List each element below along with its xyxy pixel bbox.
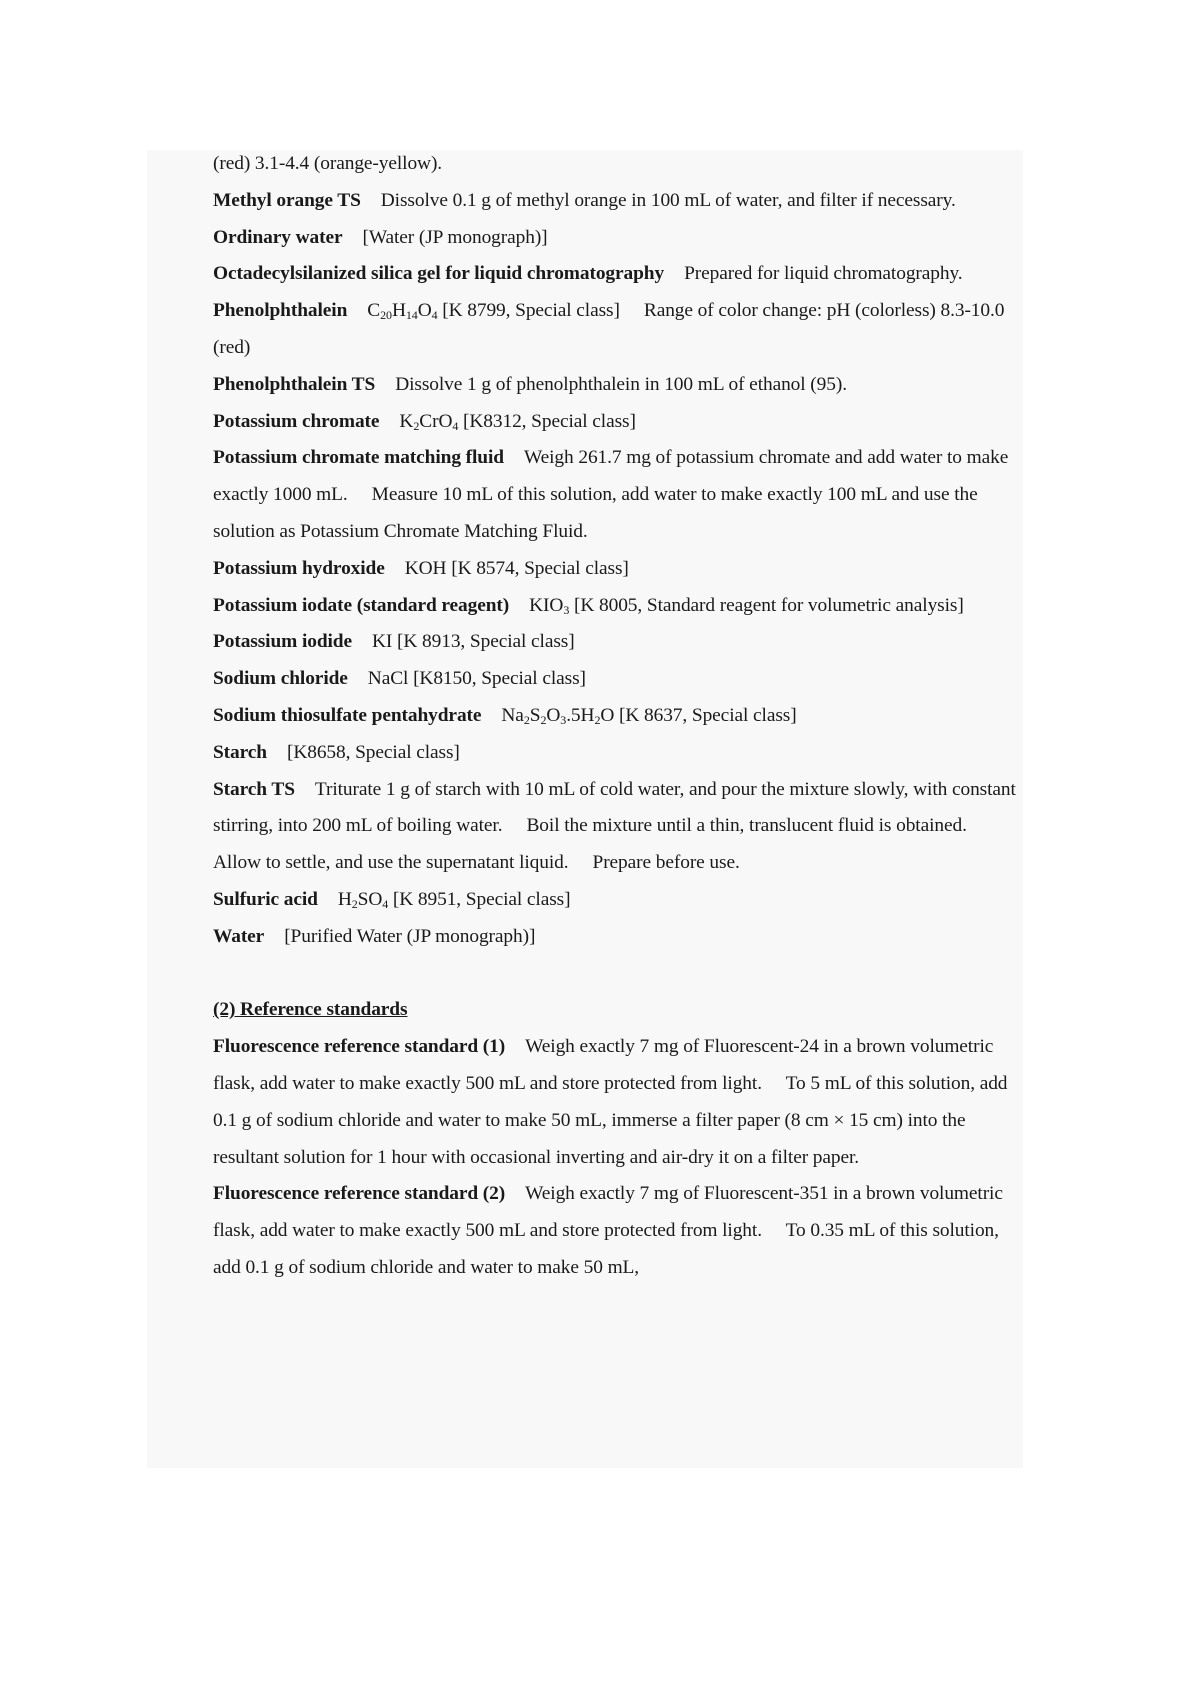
entry-term: Potassium iodate (standard reagent) bbox=[213, 594, 510, 616]
entry bbox=[213, 698, 1031, 735]
entry-text: [K 8637, Special class] bbox=[619, 704, 797, 726]
entry-term: Potassium chromate matching fluid bbox=[213, 447, 504, 469]
formula-part: H bbox=[391, 300, 406, 322]
entry-term: Methyl orange TS bbox=[213, 189, 361, 211]
formula-subscript: 2 bbox=[351, 896, 358, 911]
formula-subscript: 2 bbox=[523, 712, 530, 727]
entry-text: Prepared for liquid chromatography. bbox=[684, 263, 963, 285]
entry bbox=[213, 256, 1031, 293]
entry-text: [K8658, Special class] bbox=[286, 741, 460, 763]
entry-term: Fluorescence reference standard (1) bbox=[213, 1036, 506, 1058]
formula-part: O bbox=[417, 300, 432, 322]
entry-term: Potassium iodide bbox=[213, 631, 353, 653]
entry bbox=[213, 440, 1031, 550]
entry-text: Triturate 1 g of starch with 10 mL of cold water, and pour the mixture slowly, with constant stirring, into 200 mL of boiling water. Boil the mixture until a thin, translucent fluid is obtained. Allow to settle, and use the supernatant liquid. Prepare before use. bbox=[213, 778, 1016, 874]
entry bbox=[213, 919, 1031, 956]
entry-term: Potassium chromate bbox=[213, 410, 380, 432]
entry-text: [K 8799, Special class] Range of color change: pH (colorless) 8.3-10.0 (red) bbox=[213, 300, 1005, 358]
entry-text: Weigh 261.7 mg of potassium chromate and add water to make exactly 1000 mL. Measure 10 mL of this solution, add water to make exactly 100 mL and use the solution as Potassium Chromate Matching Fluid. bbox=[213, 447, 1009, 542]
entry-term: Octadecylsilanized silica gel for liquid chromatography bbox=[213, 263, 665, 285]
entry-text: NaCl [K8150, Special class] bbox=[367, 668, 586, 690]
entry-term: Sodium thiosulfate pentahydrate bbox=[213, 704, 482, 726]
formula-subscript: 2 bbox=[540, 712, 547, 727]
formula-part: KIO bbox=[529, 594, 564, 616]
formula-subscript: 4 bbox=[431, 308, 438, 323]
entry-text: Dissolve 0.1 g of methyl orange in 100 mL of water, and filter if necessary. bbox=[380, 189, 956, 211]
formula-subscript: 3 bbox=[563, 602, 570, 617]
entry bbox=[213, 661, 1031, 698]
formula-subscript: 3 bbox=[560, 712, 567, 727]
formula-subscript: 20 bbox=[380, 308, 392, 323]
formula-part: S bbox=[529, 704, 541, 726]
formula-subscript: 4 bbox=[452, 418, 459, 433]
formula-subscript: 4 bbox=[382, 896, 389, 911]
entry-text: [Water (JP monograph)] bbox=[362, 226, 548, 248]
formula-part: SO bbox=[357, 888, 383, 910]
reagent-list bbox=[213, 146, 1031, 956]
entry-term: Phenolphthalein TS bbox=[213, 373, 376, 395]
entry bbox=[213, 293, 1031, 367]
entry-text: [K8312, Special class] bbox=[463, 410, 636, 432]
chemical-formula bbox=[529, 595, 569, 616]
entry bbox=[213, 588, 1031, 625]
entry bbox=[213, 220, 1031, 257]
formula-part: Na bbox=[501, 704, 524, 726]
formula-part: O bbox=[600, 704, 615, 726]
entry-term: Potassium hydroxide bbox=[213, 557, 385, 579]
formula-part: CrO bbox=[419, 410, 453, 432]
entry bbox=[213, 772, 1031, 882]
section-heading: (2) Reference standards bbox=[213, 999, 408, 1021]
entry bbox=[213, 146, 1031, 183]
formula-subscript: 2 bbox=[594, 712, 601, 727]
document-body bbox=[213, 146, 1031, 1287]
formula-part: H bbox=[337, 888, 352, 910]
entry-term: Phenolphthalein bbox=[213, 300, 348, 322]
chemical-formula bbox=[338, 889, 388, 910]
entry bbox=[213, 882, 1031, 919]
chemical-formula bbox=[399, 411, 458, 432]
entry bbox=[213, 1176, 1031, 1286]
formula-part: O bbox=[546, 704, 561, 726]
entry-text: KI [K 8913, Special class] bbox=[372, 631, 575, 653]
entry-term: Sodium chloride bbox=[213, 668, 348, 690]
formula-part: C bbox=[367, 300, 381, 322]
entry-term: Sulfuric acid bbox=[213, 888, 318, 910]
entry-text: [Purified Water (JP monograph)] bbox=[284, 925, 536, 947]
entry-term: Fluorescence reference standard (2) bbox=[213, 1183, 506, 1205]
entry-term: Water bbox=[213, 925, 265, 947]
entry-text: (red) 3.1-4.4 (orange-yellow). bbox=[213, 153, 443, 174]
entry-text: Weigh exactly 7 mg of Fluorescent-24 in a brown volumetric flask, add water to make exactly 500 mL and store protected from light. To 5 mL of this solution, add 0.1 g of sodium chloride and water to make 50 mL, immerse a filter paper (8 cm × 15 cm) into the resultant solution for 1 hour with occasional inverting and air-dry it on a filter paper. bbox=[213, 1036, 1008, 1168]
formula-subscript: 14 bbox=[405, 308, 418, 323]
formula-part: .5H bbox=[566, 704, 595, 726]
chemical-formula bbox=[501, 705, 614, 726]
entry bbox=[213, 367, 1031, 404]
entry bbox=[213, 624, 1031, 661]
formula-part: K bbox=[399, 410, 414, 432]
entry-term: Starch TS bbox=[213, 778, 295, 800]
section-spacer bbox=[213, 956, 1031, 993]
formula-subscript: 2 bbox=[413, 418, 420, 433]
entry-text: KOH [K 8574, Special class] bbox=[404, 557, 629, 579]
entry bbox=[213, 1029, 1031, 1176]
entry-text: Dissolve 1 g of phenolphthalein in 100 mL of ethanol (95). bbox=[395, 373, 847, 395]
entry bbox=[213, 735, 1031, 772]
reference-standard-list bbox=[213, 1029, 1031, 1287]
entry bbox=[213, 404, 1031, 441]
entry bbox=[213, 551, 1031, 588]
entry bbox=[213, 183, 1031, 220]
entry-term: Starch bbox=[213, 741, 267, 763]
entry-text: Weigh exactly 7 mg of Fluorescent-351 in a brown volumetric flask, add water to make exactly 500 mL and store protected from light. To 0.35 mL of this solution, add 0.1 g of sodium chloride and water to make 50 mL, bbox=[213, 1183, 1003, 1278]
entry-text: [K 8005, Standard reagent for volumetric analysis] bbox=[574, 594, 964, 616]
entry-text: [K 8951, Special class] bbox=[392, 888, 571, 910]
entry-term: Ordinary water bbox=[213, 226, 343, 248]
chemical-formula bbox=[367, 300, 437, 321]
